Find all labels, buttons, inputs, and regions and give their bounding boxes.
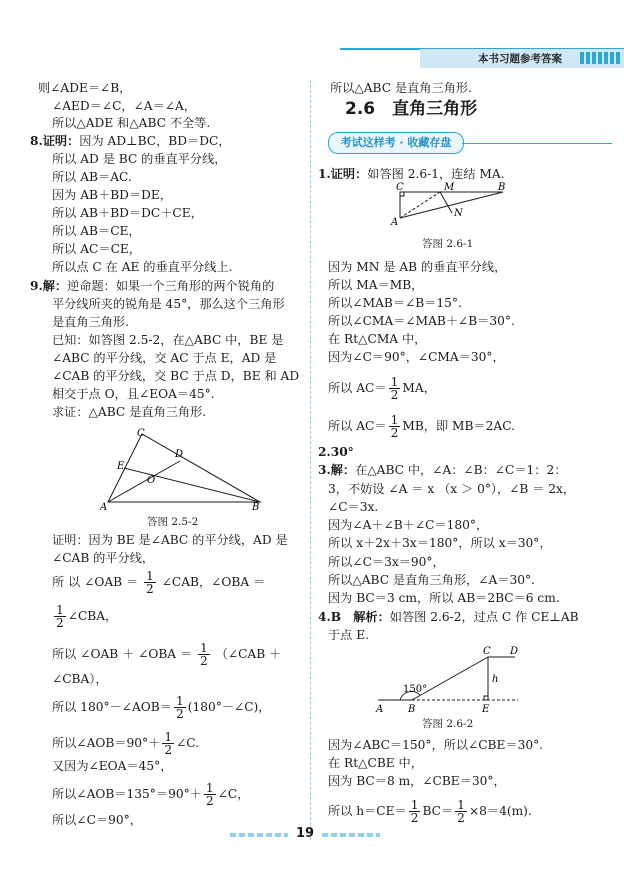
- text-part: BC＝: [422, 804, 454, 818]
- text-part: MB，即 MB＝2AC.: [402, 419, 515, 433]
- text-part: 所以 180°－∠AOB＝: [52, 700, 172, 714]
- text-line: 证明：因为 BE 是∠ABC 的平分线，AD 是: [52, 533, 288, 547]
- denominator: 2: [390, 426, 399, 440]
- text-line: 所以∠MAB＝∠B＝15°.: [328, 296, 462, 310]
- text-line: 求证：△ABC 是直角三角形.: [52, 405, 207, 419]
- text-part: 所以 ∠OAB ＋ ∠OBA ＝: [52, 647, 193, 661]
- text-part: 所以 AC＝: [328, 381, 387, 395]
- denominator: 2: [56, 616, 64, 630]
- text-line: 又因为∠EOA＝45°，: [52, 759, 173, 773]
- text-line: 所以∠C＝90°，: [52, 813, 142, 827]
- denominator: 2: [164, 743, 173, 757]
- denominator: 2: [205, 794, 214, 808]
- section-badge: 考试这样考 · 收藏存盘: [328, 132, 464, 154]
- q4-head: 4.B: [318, 610, 342, 624]
- footer-stripes-left: [230, 833, 288, 837]
- fig1-label-a: A: [100, 502, 108, 513]
- text-line: ∠C＝3x.: [328, 500, 379, 514]
- text-line: 在△ABC 中，∠A：∠B：∠C＝1：2：: [355, 463, 567, 477]
- formula-line: [52, 695, 271, 720]
- numerator: 1: [205, 781, 214, 795]
- text-line: 所以 AB＋BD＝DC＋CE，: [52, 206, 203, 220]
- text-line: 是直角三角形.: [52, 315, 129, 329]
- text-line: 如答图 2.6-1，连结 MA.: [367, 167, 505, 181]
- text-part: (180°－∠C)，: [187, 700, 271, 714]
- fig2-label-n: N: [454, 208, 463, 219]
- fig2-label-m: M: [444, 182, 455, 193]
- fig1-label-d: D: [175, 449, 184, 460]
- text-line: 因为∠C＝90°，∠CMA＝30°，: [328, 350, 505, 364]
- text-line: 所以 AB＝AC.: [52, 170, 132, 184]
- header-label: 本书习题参考答案: [478, 53, 562, 65]
- text-part: 所 以 ∠OAB ＝: [52, 575, 139, 589]
- text-line: 因为 AB＋BD＝DE，: [52, 188, 172, 202]
- text-line: ∠CAB 的平分线，交 BC 于点 D，BE 和 AD: [52, 369, 300, 383]
- fraction-half: [409, 799, 421, 824]
- text-line: 所以 x＋2x＋3x＝180°，所以 x＝30°，: [328, 536, 552, 550]
- text-line: 所以 AB＝CE，: [52, 224, 141, 238]
- fraction-half: [455, 799, 467, 824]
- fraction-half: [144, 570, 156, 595]
- denominator: 2: [175, 707, 184, 721]
- fraction-half: [162, 731, 174, 756]
- page-number: 19: [296, 826, 315, 841]
- text-line: 已知：如答图 2.5-2，在△ABC 中，BE 是: [52, 333, 284, 347]
- text-part: 所以 AC＝: [328, 419, 387, 433]
- q8-head: 8.证明：: [30, 134, 80, 148]
- figure-caption: 答图 2.6-2: [422, 718, 474, 730]
- fig1-label-e: E: [117, 461, 125, 472]
- text-line: 所以△ABC 是直角三角形.: [330, 81, 472, 95]
- fraction-half: [389, 376, 401, 401]
- formula-line: [52, 604, 117, 629]
- figure-2-6-1: [388, 180, 518, 228]
- fig3-label-h: h: [492, 674, 499, 685]
- fig2-label-a: A: [391, 217, 399, 228]
- fig2-label-c: C: [396, 182, 404, 193]
- text-part: 所以 h＝CE＝: [328, 804, 407, 818]
- numerator: 1: [175, 694, 184, 708]
- text-line: 因为 BC＝8 m，∠CBE＝30°，: [328, 774, 506, 788]
- text-line: 如答图 2.6-2，过点 C 作 CE⊥AB: [389, 610, 579, 624]
- numerator: 1: [56, 603, 64, 617]
- footer-stripes-right: [322, 833, 380, 837]
- fig3-label-angle: 150°: [403, 684, 428, 695]
- fig3-label-b: B: [408, 704, 416, 715]
- fraction-half: [389, 414, 401, 439]
- formula-line: [328, 799, 532, 824]
- header-stripes: [580, 52, 620, 64]
- text-line: 所以点 C 在 AE 的垂直平分线上.: [52, 260, 233, 274]
- text-part: （∠CAB ＋: [215, 647, 282, 661]
- figure-2-5-2: [100, 424, 270, 514]
- q2-line: 2.30°: [318, 445, 354, 459]
- text-line: ∠CAB 的平分线，: [52, 551, 155, 565]
- text-part: 所以∠AOB＝135°＝90°＋: [52, 787, 202, 801]
- text-part: ∠CBA，: [67, 609, 118, 623]
- formula-line: [52, 642, 281, 667]
- text-line: 所以 AC＝CE，: [52, 242, 141, 256]
- formula-line: [52, 782, 249, 807]
- formula-line: [52, 731, 199, 756]
- text-line: 因为∠ABC＝150°，所以∠CBE＝30°.: [328, 738, 544, 752]
- denominator: 2: [390, 388, 399, 402]
- fraction-half: [54, 604, 66, 629]
- numerator: 1: [146, 569, 154, 583]
- q3-line: [318, 462, 566, 478]
- numerator: 1: [410, 798, 419, 812]
- fraction-half: [198, 642, 210, 667]
- fig1-label-c: C: [137, 428, 145, 439]
- text-line: 所以∠C＝3x＝90°，: [328, 555, 445, 569]
- text-line: 因为 BC＝3 cm，所以 AB＝2BC＝6 cm.: [328, 591, 560, 605]
- figure-caption: 答图 2.6-1: [422, 238, 474, 250]
- text-line: 所以 MA＝MB，: [328, 278, 424, 292]
- numerator: 1: [200, 641, 208, 655]
- text-line: 于点 E.: [328, 628, 370, 642]
- text-line: 所以△ABC 是直角三角形，∠A＝30°.: [328, 573, 535, 587]
- text-line: 在 Rt△CBE 中，: [328, 756, 423, 770]
- fraction-half: [174, 695, 186, 720]
- text-part: ∠C.: [176, 736, 200, 750]
- text-line: 所以 AD 是 BC 的垂直平分线，: [52, 152, 227, 166]
- text-line: 3，不妨设 ∠A ＝ x （x ＞ 0°），∠B ＝ 2x，: [328, 482, 576, 496]
- formula-line: [328, 376, 436, 401]
- fig3-label-d: D: [510, 646, 519, 657]
- figure-2-6-2: [370, 645, 530, 715]
- badge-rule: [462, 143, 612, 144]
- text-part: ×8＝4(m).: [468, 804, 532, 818]
- formula-line: [52, 570, 265, 595]
- text-line: ∠AED＝∠C，∠A＝∠A，: [52, 99, 196, 113]
- numerator: 1: [390, 413, 399, 427]
- text-line: ∠ABC 的平分线，交 AC 于点 E，AD 是: [52, 351, 277, 365]
- text-line: 在 Rt△CMA 中，: [328, 332, 427, 346]
- text-line: 因为 MN 是 AB 的垂直平分线，: [328, 260, 507, 274]
- fig3-label-c: C: [483, 646, 491, 657]
- text-line: 因为∠A＋∠B＋∠C＝180°，: [328, 518, 489, 532]
- fig2-label-b: B: [498, 182, 506, 193]
- q1-head: 1.证明：: [318, 167, 368, 181]
- text-line: 相交于点 O，且∠EOA＝45°.: [52, 387, 215, 401]
- text-part: 所以∠AOB＝90°＋: [52, 736, 161, 750]
- section-title: 2.6 直角三角形: [345, 99, 478, 119]
- denominator: 2: [457, 811, 465, 825]
- text-line: 所以△ADE 和△ABC 不全等.: [52, 116, 211, 130]
- q4-analysis-label: 解析：: [353, 610, 390, 624]
- text-line: 则∠ADE＝∠B，: [38, 81, 132, 95]
- text-line: 所以∠CMA＝∠MAB＋∠B＝30°.: [328, 314, 515, 328]
- denominator: 2: [410, 811, 419, 825]
- q3-head: 3.解：: [318, 463, 356, 477]
- fig3-label-e: E: [482, 704, 490, 715]
- text-line: 逆命题：如果一个三角形的两个锐角的: [67, 279, 275, 293]
- figure-caption: 答图 2.5-2: [147, 516, 199, 528]
- denominator: 2: [146, 582, 154, 596]
- q9-head: 9.解：: [30, 279, 68, 293]
- q9-line: [30, 278, 274, 294]
- fig3-label-a: A: [376, 704, 384, 715]
- numerator: 1: [164, 730, 173, 744]
- fig1-label-b: B: [252, 502, 260, 513]
- text-line: ∠CBA），: [52, 672, 108, 686]
- column-divider: [310, 80, 312, 840]
- fraction-half: [204, 782, 216, 807]
- text-part: ∠C，: [217, 787, 250, 801]
- text-part: ∠CAB，∠OBA ＝: [161, 575, 266, 589]
- text-line: 因为 AD⊥BC，BD＝DC，: [79, 134, 231, 148]
- fig1-label-o: O: [147, 475, 156, 486]
- q4-line: [318, 609, 579, 625]
- numerator: 1: [390, 375, 399, 389]
- formula-line: [328, 414, 515, 439]
- text-part: MA，: [402, 381, 436, 395]
- q8-line: [30, 133, 230, 149]
- text-line: 平分线所夹的锐角是 45°，那么这个三角形: [52, 297, 285, 311]
- numerator: 1: [457, 798, 465, 812]
- denominator: 2: [200, 654, 208, 668]
